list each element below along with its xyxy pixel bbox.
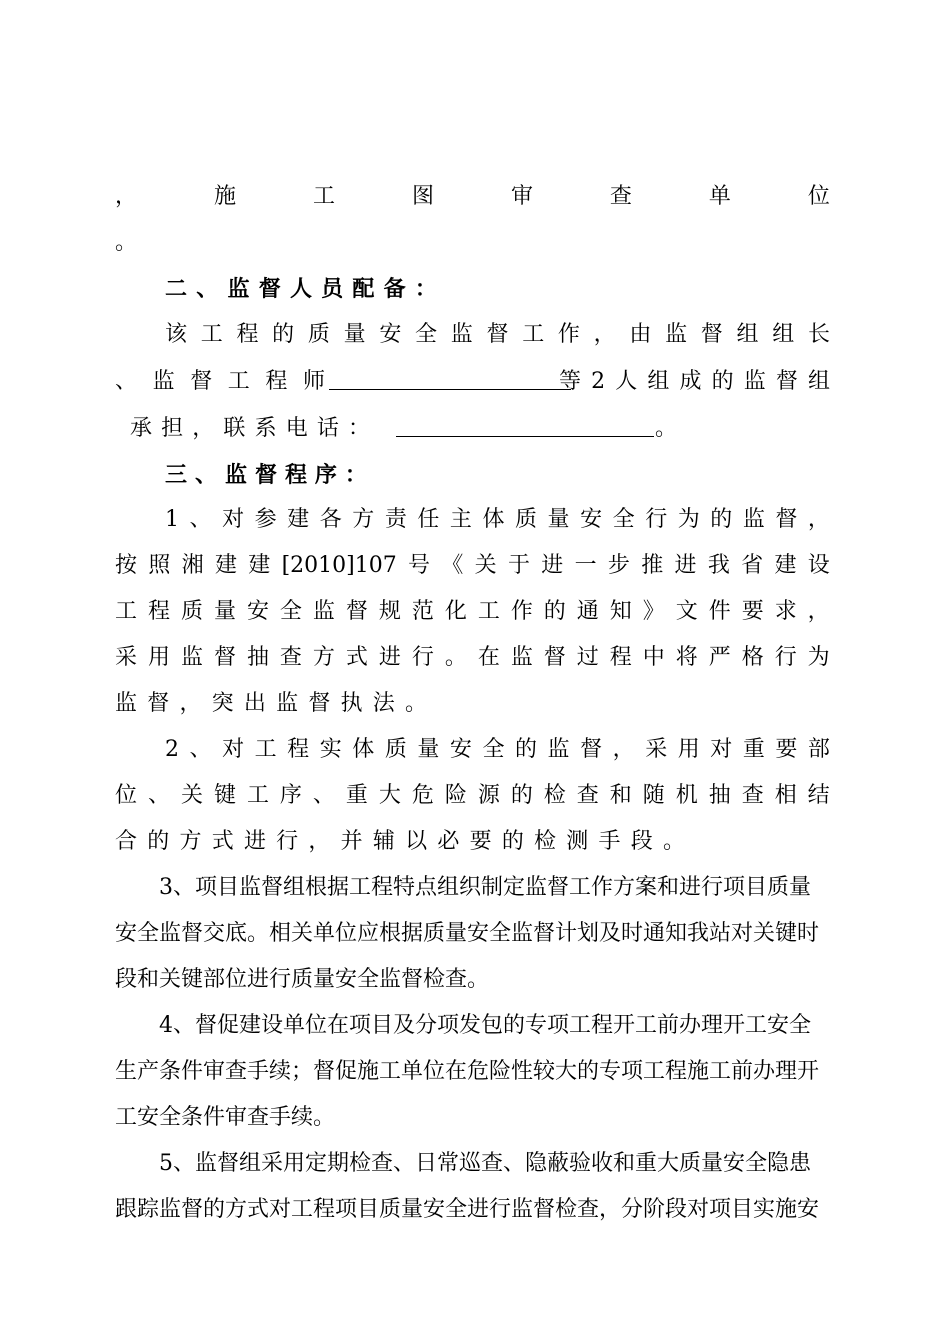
text-glyph: 安 [246,599,269,624]
text-glyph: 抽 [246,645,269,670]
text-line [115,689,427,719]
text-glyph: 工 [227,369,250,394]
text-line: 。 [115,230,138,255]
text-glyph: 对 [710,737,733,762]
text-glyph: 源 [477,783,500,808]
text-glyph: 承 [130,416,153,441]
text-glyph: 师 [302,369,325,394]
text-glyph: 方 [352,507,375,532]
text-glyph: 为 [677,507,700,532]
text-glyph: 配 [352,276,375,302]
text-glyph: 采 [115,645,138,670]
text-glyph: 步 [607,553,630,578]
text-glyph: 质 [307,322,330,347]
text-glyph: 、 [147,783,170,808]
text-glyph: 工 [246,783,269,808]
text-glyph: 和 [609,783,632,808]
text-glyph: 序 [314,462,337,488]
section-heading [165,460,367,490]
text-glyph: 人 [615,369,638,394]
text-glyph: 法 [372,691,395,716]
text-glyph: 方 [312,645,335,670]
text-glyph: 监 [152,369,175,394]
text-glyph: 》 [642,599,665,624]
text-glyph: 监 [510,645,533,670]
text-line [165,735,830,765]
text-line [115,367,830,397]
text-glyph: 质 [180,599,203,624]
text-glyph: 行 [411,645,434,670]
text-glyph: 监 [224,462,247,488]
text-glyph: 量 [417,737,440,762]
text-glyph: 该 [165,322,188,347]
section-heading [165,274,437,304]
text-glyph: 求 [774,599,797,624]
text-glyph: 责 [384,507,407,532]
text-glyph: 参 [254,507,277,532]
text-line [115,182,830,212]
text-glyph: 用 [147,645,170,670]
text-glyph: 过 [576,645,599,670]
text-glyph: 体 [482,507,505,532]
text-glyph: ： [344,462,367,488]
text-glyph: 湘 [181,553,204,578]
text-line [130,414,690,444]
text-glyph: 各 [319,507,342,532]
text-glyph: 的 [272,322,295,347]
text-glyph: 作 [510,599,533,624]
text-line: 5、监督组采用定期检查、日常巡查、隐蔽验收和重大质量安全隐患 [159,1151,811,1176]
text-glyph: 质 [515,507,538,532]
text-glyph: 二 [165,276,188,302]
text-glyph: 监 [547,737,570,762]
text-glyph: ， [115,184,138,209]
text-glyph: 出 [243,691,266,716]
text-glyph: 合 [115,829,138,854]
text-glyph: 行 [645,507,668,532]
text-glyph: 必 [437,829,460,854]
text-glyph: 关 [180,783,203,808]
text-glyph: 检 [534,829,557,854]
text-glyph: 手 [598,829,621,854]
text-line: 段和关键部位进行质量安全监督检查。 [115,967,490,992]
text-glyph: 备 [383,276,406,302]
text-glyph: 联 [223,416,246,441]
text-glyph: 部 [807,737,830,762]
text-glyph: 知 [609,599,632,624]
text-glyph: 于 [507,553,530,578]
text-glyph: 主 [449,507,472,532]
text-segment [559,367,830,397]
text-glyph: 全 [482,737,505,762]
text-glyph: 突 [211,691,234,716]
text-glyph: 监 [743,369,766,394]
text-glyph: 建 [287,507,310,532]
text-glyph: 推 [641,553,664,578]
text-glyph: 2 [591,369,606,394]
text-glyph: 件 [708,599,731,624]
text-glyph: 将 [675,645,698,670]
text-segment [115,367,325,397]
text-glyph: 辅 [372,829,395,854]
text-glyph: 督 [580,737,603,762]
text-glyph: 监 [115,691,138,716]
text-glyph: 结 [807,783,830,808]
text-glyph: 督 [775,507,798,532]
text-glyph: 任 [417,507,440,532]
text-glyph: 全 [612,507,635,532]
text-glyph: 程 [147,599,170,624]
text-glyph: 随 [642,783,665,808]
text-glyph: ： [347,416,370,441]
text-glyph: ， [612,737,635,762]
text-glyph: 查 [576,783,599,808]
text-glyph: 《 [441,553,464,578]
text-glyph: 行 [276,829,299,854]
text-glyph: ， [593,322,616,347]
text-glyph: 序 [279,783,302,808]
text-glyph: 关 [474,553,497,578]
text-glyph: 审 [510,184,533,209]
text-glyph: 监 [450,322,473,347]
text-glyph: 安 [379,322,402,347]
text-glyph: 程 [609,645,632,670]
text-glyph: 督 [258,276,281,302]
text-glyph: 监 [665,322,688,347]
text-glyph: 成 [679,369,702,394]
text-glyph: 照 [148,553,171,578]
text-glyph: 督 [254,462,277,488]
text-glyph: 以 [405,829,428,854]
text-glyph: 的 [147,829,170,854]
text-glyph: 程 [287,737,310,762]
text-glyph: 文 [675,599,698,624]
text-glyph: 方 [179,829,202,854]
text-glyph: 采 [645,737,668,762]
text-glyph: 。 [404,691,427,716]
text-glyph: 为 [807,645,830,670]
text-glyph: 督 [543,645,566,670]
text-glyph: 查 [279,645,302,670]
text-glyph: [2010]107 [281,553,397,578]
text-glyph: 要 [469,829,492,854]
text-glyph: 全 [279,599,302,624]
text-glyph: 、 [196,276,219,302]
text-glyph: 查 [741,783,764,808]
text-glyph: 位 [115,783,138,808]
text-glyph: 、 [189,737,212,762]
text-glyph: 设 [807,553,830,578]
text-glyph: 督 [345,599,368,624]
text-glyph: 通 [576,599,599,624]
text-glyph: 作 [557,322,580,347]
text-glyph: 监 [180,645,203,670]
text-glyph: 由 [629,322,652,347]
text-line: 3、项目监督组根据工程特点组织制定监督工作方案和进行项目质量 [159,875,811,900]
text-glyph: 我 [707,553,730,578]
text-glyph: 段 [630,829,653,854]
text-glyph: 险 [444,783,467,808]
text-glyph: 要 [775,737,798,762]
text-glyph: 在 [477,645,500,670]
text-line: 生产条件审查手续；督促施工单位在危险性较大的专项工程施工前办理开 [115,1059,820,1084]
text-glyph: 号 [408,553,431,578]
text-line [115,827,685,857]
text-glyph: 长 [807,322,830,347]
text-line [165,505,830,535]
text-glyph: 、 [115,369,138,394]
text-glyph: 实 [319,737,342,762]
text-glyph: 人 [289,276,312,302]
text-glyph: 要 [741,599,764,624]
text-glyph: 单 [708,184,731,209]
supervisor-name-blank[interactable] [329,367,571,390]
text-glyph: 用 [677,737,700,762]
text-glyph: 督 [147,691,170,716]
text-glyph: 工 [477,599,500,624]
text-glyph: 、 [312,783,335,808]
text-glyph: 格 [741,645,764,670]
text-glyph: 检 [543,783,566,808]
text-glyph: 程 [284,462,307,488]
text-glyph: 并 [340,829,363,854]
text-glyph: 工 [312,184,335,209]
text-glyph: 量 [547,507,570,532]
text-glyph: 担 [161,416,184,441]
text-glyph: 建 [248,553,271,578]
text-glyph: 抽 [708,783,731,808]
text-glyph: 工 [115,599,138,624]
text-glyph: 电 [285,416,308,441]
text-line [115,781,830,811]
text-glyph: 施 [213,184,236,209]
text-glyph: 对 [222,737,245,762]
text-glyph: 危 [411,783,434,808]
text-glyph: 测 [566,829,589,854]
text-glyph: ， [308,829,331,854]
text-glyph: 机 [675,783,698,808]
text-glyph: 话 [316,416,339,441]
text-glyph: 按 [115,553,138,578]
text-glyph: 督 [775,369,798,394]
text-glyph: 行 [774,645,797,670]
text-glyph: 组 [647,369,670,394]
text-line [165,320,830,350]
text-glyph: 督 [190,369,213,394]
text-line [115,643,830,673]
text-line: 4、督促建设单位在项目及分项发包的专项工程开工前办理开工安全 [159,1013,811,1038]
text-line [115,551,830,581]
text-glyph: 监 [227,276,250,302]
text-glyph: 督 [308,691,331,716]
text-glyph: 1 [165,507,179,532]
text-glyph: 进 [674,553,697,578]
text-glyph: 程 [265,369,288,394]
text-glyph: 。 [662,829,685,854]
text-glyph: 安 [580,507,603,532]
text-glyph: 大 [378,783,401,808]
text-glyph: 督 [213,645,236,670]
text-glyph: ， [807,507,830,532]
text-glyph: 中 [642,645,665,670]
text-glyph: 重 [345,783,368,808]
text-glyph: 相 [774,783,797,808]
text-glyph: 工 [200,322,223,347]
text-glyph: 监 [276,691,299,716]
text-glyph: 化 [444,599,467,624]
text-glyph: 位 [807,184,830,209]
text-glyph: 的 [711,369,734,394]
text-glyph: 监 [312,599,335,624]
text-glyph: 三 [165,462,188,488]
text-glyph: 等 [559,369,582,394]
text-glyph: 的 [710,507,733,532]
text-glyph: 一 [574,553,597,578]
text-segment: 。 [655,416,678,441]
text-glyph: 建 [774,553,797,578]
text-glyph: 督 [700,322,723,347]
text-glyph: 、 [194,462,217,488]
text-glyph: 严 [708,645,731,670]
text-glyph: 2 [165,737,179,762]
text-glyph: 组 [736,322,759,347]
text-glyph: 进 [378,645,401,670]
text-glyph: 工 [522,322,545,347]
text-glyph: 对 [222,507,245,532]
text-glyph: 规 [378,599,401,624]
text-glyph: 。 [444,645,467,670]
text-glyph: ， [192,416,215,441]
text-glyph: 重 [742,737,765,762]
text-line: 安全监督交底。相关单位应根据质量安全监督计划及时通知我站对关键时 [115,921,820,946]
text-glyph: 范 [411,599,434,624]
text-glyph: 督 [486,322,509,347]
text-glyph: 程 [236,322,259,347]
text-glyph: 质 [384,737,407,762]
text-glyph: 的 [501,829,524,854]
text-glyph: 量 [213,599,236,624]
text-glyph: 建 [214,553,237,578]
text-line: 跟踪监督的方式对工程项目质量安全进行监督检查，分阶段对项目实施安 [115,1197,820,1222]
phone-blank[interactable] [396,414,654,437]
text-glyph: 监 [742,507,765,532]
text-glyph: 系 [254,416,277,441]
text-line: 工安全条件审查手续。 [115,1105,336,1130]
text-glyph: 省 [741,553,764,578]
text-glyph: 执 [340,691,363,716]
text-glyph: 安 [449,737,472,762]
text-glyph: 进 [541,553,564,578]
text-glyph: 全 [415,322,438,347]
text-glyph: 的 [510,783,533,808]
text-line [115,597,830,627]
text-glyph: 、 [189,507,212,532]
text-glyph: 工 [254,737,277,762]
text-glyph: 式 [211,829,234,854]
text-segment [130,414,370,444]
text-glyph: 进 [243,829,266,854]
text-glyph: 的 [543,599,566,624]
text-glyph: 体 [352,737,375,762]
text-glyph: ： [414,276,437,302]
text-glyph: 的 [515,737,538,762]
text-glyph: 组 [807,369,830,394]
text-glyph: 量 [343,322,366,347]
text-glyph: ， [179,691,202,716]
text-glyph: 组 [772,322,795,347]
text-glyph: 键 [213,783,236,808]
text-glyph: 式 [345,645,368,670]
text-glyph: 员 [321,276,344,302]
text-glyph: 图 [411,184,434,209]
text-glyph: ， [807,599,830,624]
text-glyph: 查 [609,184,632,209]
